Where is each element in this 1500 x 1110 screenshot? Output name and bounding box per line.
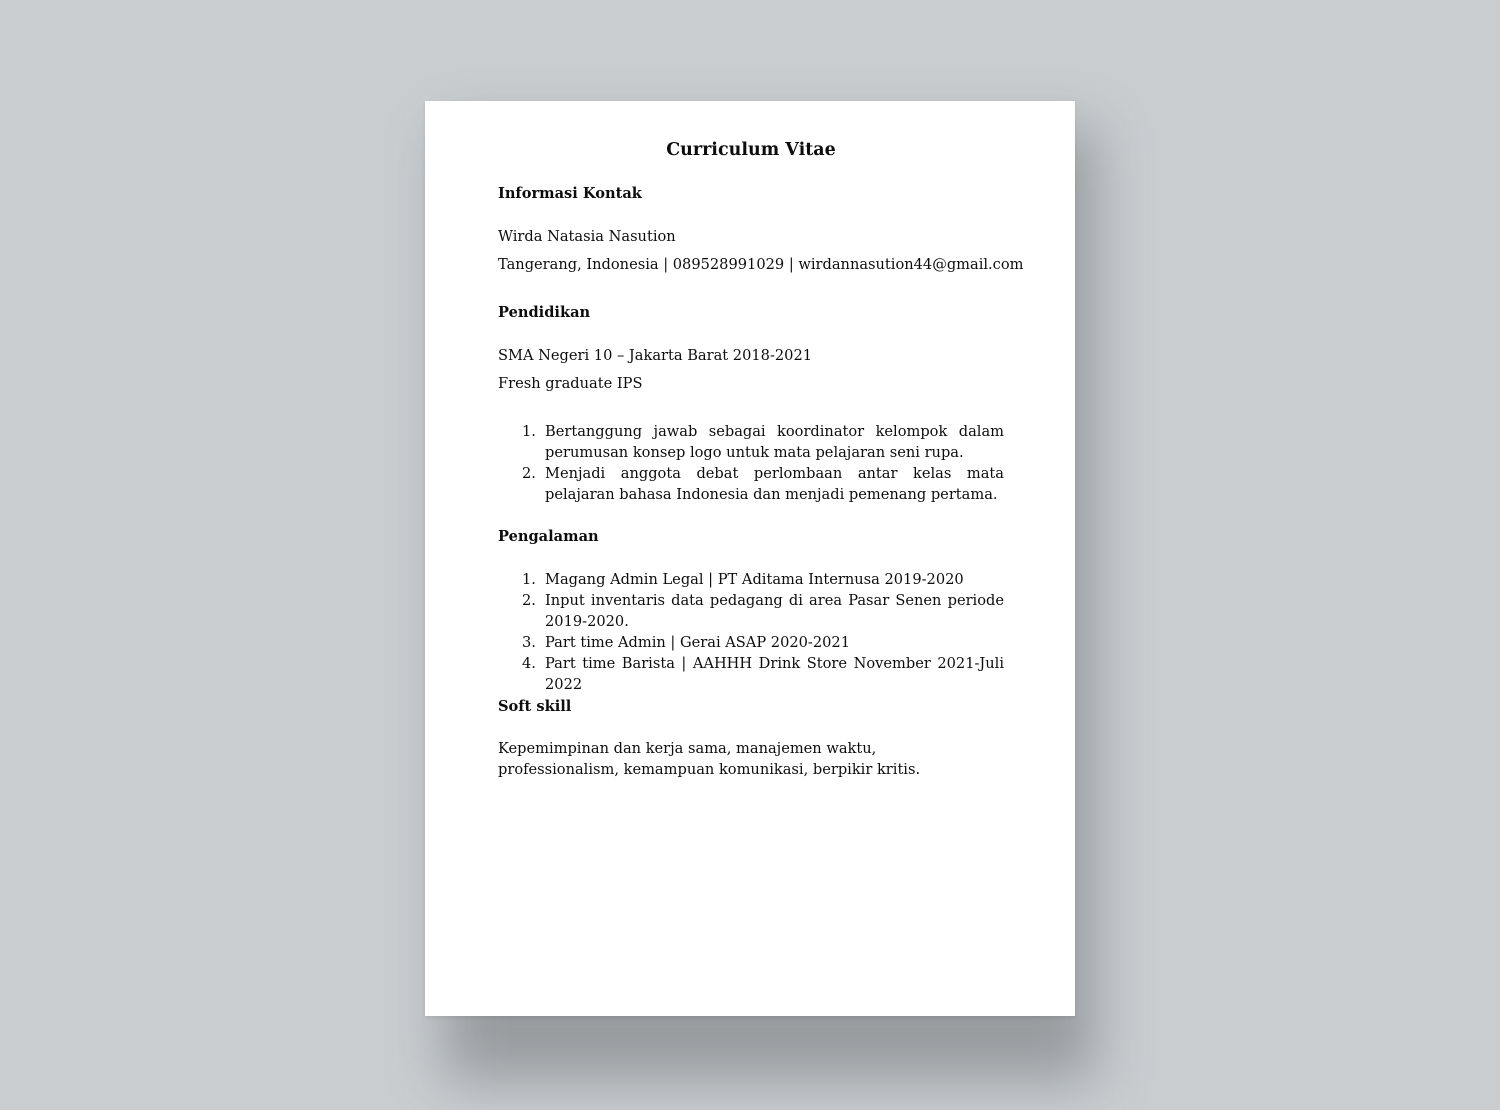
education-status: Fresh graduate IPS — [498, 375, 643, 392]
list-item-text: Part time Barista | AAHHH Drink Store November 2021-Juli 2022 — [545, 655, 1004, 693]
document-title: Curriculum Vitae — [666, 140, 836, 160]
list-item — [498, 421, 1004, 463]
contact-details: Tangerang, Indonesia | 089528991029 | wirdannasution44@gmail.com — [498, 256, 1024, 273]
list-number: 4. — [522, 655, 536, 672]
education-heading: Pendidikan — [498, 304, 591, 321]
contact-heading: Informasi Kontak — [498, 185, 642, 202]
experience-list — [498, 569, 1004, 695]
list-item — [498, 632, 1004, 653]
softskill-heading: Soft skill — [498, 698, 572, 715]
list-item-text: Menjadi anggota debat perlombaan antar kelas mata pelajaran bahasa Indonesia dan menjadi pemenang pertama. — [545, 465, 1004, 503]
education-achievements-list — [498, 421, 1004, 505]
list-item-text: Input inventaris data pedagang di area Pasar Senen periode 2019-2020. — [545, 592, 1004, 630]
list-item — [498, 653, 1004, 695]
list-item — [498, 463, 1004, 505]
list-item — [498, 569, 1004, 590]
list-item — [498, 590, 1004, 632]
experience-heading: Pengalaman — [498, 528, 599, 545]
education-school: SMA Negeri 10 – Jakarta Barat 2018-2021 — [498, 347, 813, 364]
list-number: 1. — [522, 571, 536, 588]
softskill-text: Kepemimpinan dan kerja sama, manajemen waktu, professionalism, kemampuan komunikasi, berpikir kritis. — [498, 740, 921, 778]
list-item-text: Bertanggung jawab sebagai koordinator kelompok dalam perumusan konsep logo untuk mata pelajaran seni rupa. — [545, 423, 1004, 461]
document-page — [425, 101, 1075, 1016]
list-number: 3. — [522, 634, 536, 651]
list-item-text: Part time Admin | Gerai ASAP 2020-2021 — [545, 634, 850, 651]
list-item-text: Magang Admin Legal | PT Aditama Internusa 2019-2020 — [545, 571, 964, 588]
list-number: 2. — [522, 465, 536, 482]
contact-name: Wirda Natasia Nasution — [498, 228, 676, 245]
list-number: 1. — [522, 423, 536, 440]
list-number: 2. — [522, 592, 536, 609]
